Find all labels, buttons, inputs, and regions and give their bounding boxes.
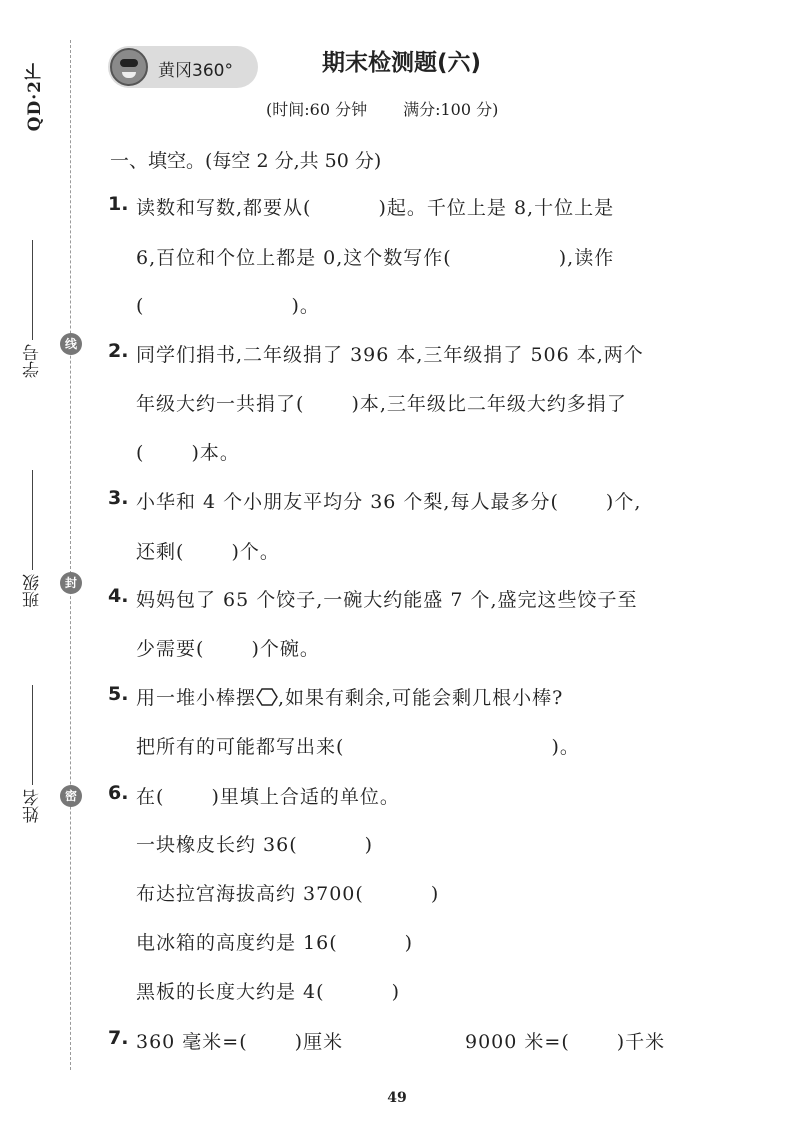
mascot-icon	[110, 48, 148, 86]
class-field[interactable]	[20, 470, 50, 608]
question-number: 1.	[108, 193, 129, 215]
question-line: 同学们捐书,二年级捐了 396 本,三年级捐了 506 本,两个	[136, 344, 644, 366]
exam-time: (时间:60 分钟	[266, 100, 368, 119]
question-line: 一块橡皮长约 36( )	[136, 834, 374, 856]
name-label: 姓名	[23, 789, 43, 823]
question-number: 4.	[108, 585, 129, 607]
question-text-part: 用一堆小棒摆	[136, 687, 257, 709]
question-line: ( )本。	[136, 442, 240, 464]
question-line: 小华和 4 个小朋友平均分 36 个梨,每人最多分( )个,	[136, 491, 642, 513]
question-line: 在( )里填上合适的单位。	[136, 786, 400, 808]
question-line: 360 毫米=( )厘米	[136, 1031, 344, 1053]
question-line: 黑板的长度大约是 4( )	[136, 981, 400, 1003]
question-line: 电冰箱的高度约是 16( )	[136, 932, 414, 954]
name-underline	[33, 685, 34, 785]
question-line: 把所有的可能都写出来( )。	[136, 736, 580, 758]
exam-meta	[266, 97, 498, 120]
seal-line-mark: 线	[60, 333, 82, 355]
student-id-field[interactable]	[20, 240, 50, 378]
hexagon-icon	[256, 687, 278, 707]
class-underline	[33, 470, 34, 570]
question-line	[136, 683, 563, 710]
page-title: 期末检测题(六)	[322, 50, 482, 76]
question-line: 布达拉宫海拔高约 3700( )	[136, 883, 440, 905]
student-id-underline	[33, 240, 34, 340]
name-field[interactable]	[20, 685, 50, 823]
question-number: 3.	[108, 487, 129, 509]
question-line: 6,百位和个位上都是 0,这个数写作( ),读作	[136, 247, 615, 269]
question-text-part: ,如果有剩余,可能会剩几根小棒?	[278, 687, 564, 709]
question-number: 6.	[108, 782, 129, 804]
question-line: 年级大约一共捐了( )本,三年级比二年级大约多捐了	[136, 393, 627, 415]
class-label: 班级	[23, 574, 43, 608]
question-line: 读数和写数,都要从( )起。千位上是 8,十位上是	[136, 197, 615, 219]
student-id-label: 学号	[23, 344, 43, 378]
edition-code: QD·2下	[25, 62, 45, 132]
section-title: 一、填空。(每空 2 分,共 50 分)	[110, 150, 382, 172]
question-line: ( )。	[136, 295, 320, 317]
seal-seal-mark: 封	[60, 572, 82, 594]
question-line: 9000 米=( )千米	[465, 1031, 666, 1053]
question-line: 妈妈包了 65 个饺子,一碗大约能盛 7 个,盛完这些饺子至	[136, 589, 638, 611]
question-number: 5.	[108, 683, 129, 705]
seal-secret-mark: 密	[60, 785, 82, 807]
brand-logo	[108, 46, 258, 88]
question-line: 少需要( )个碗。	[136, 638, 320, 660]
exam-score: 满分:100 分)	[403, 100, 499, 119]
question-number: 2.	[108, 340, 129, 362]
brand-name: 黄冈360°	[158, 61, 233, 81]
question-number: 7.	[108, 1027, 129, 1049]
binding-dashed-line	[70, 40, 71, 1070]
page-number: 49	[387, 1090, 407, 1106]
question-line: 还剩( )个。	[136, 541, 280, 563]
